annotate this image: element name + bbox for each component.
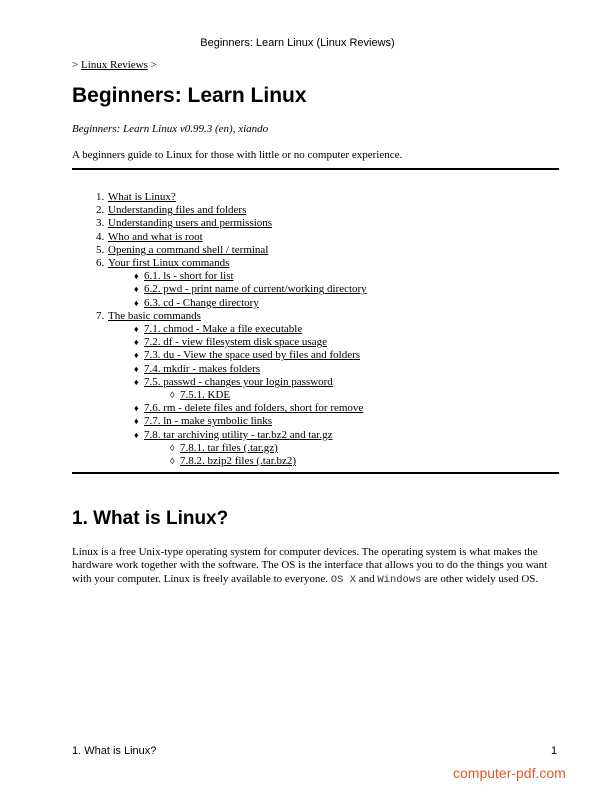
section-body	[72, 546, 562, 587]
body-text-part: are other widely used OS.	[421, 572, 539, 585]
toc-subsubitem: ◊ 7.5.1. KDE	[170, 389, 231, 402]
breadcrumb-prefix: >	[72, 59, 81, 71]
toc-item: 4. Who and what is root	[96, 230, 203, 243]
toc-subitem: ♦ 7.2. df - view filesystem disk space usage	[134, 336, 327, 349]
toc-link-users-permissions[interactable]: Understanding users and permissions	[108, 217, 273, 230]
running-header: Beginners: Learn Linux (Linux Reviews)	[200, 37, 395, 49]
toc-item: 5. Opening a command shell / terminal	[96, 243, 269, 256]
body-text-part: Linux is a free Unix-type operating system for computer devices. The operating system is what makes the hardware work together with the software. The OS is the interface that allows you to do the things you want with your computer. Linux is freely available to everyone.	[72, 546, 548, 585]
page-title: Beginners: Learn Linux	[72, 84, 307, 107]
toc-subitem: ♦ 6.3. cd - Change directory	[134, 296, 259, 309]
toc-subsubitem: ◊ 7.8.2. bzip2 files (.tar.bz2)	[170, 455, 297, 468]
intro-text: A beginners guide to Linux for those with little or no computer experience.	[72, 149, 403, 161]
toc-subitem: ♦ 7.8. tar archiving utility - tar.bz2 and tar.gz ◊ 7.8.1. tar files (.tar.gz) ◊ 7.8.2. bzip2 files (.tar.bz2)	[144, 429, 367, 469]
toc-link-what-is-linux[interactable]: What is Linux?	[108, 191, 176, 203]
breadcrumb	[72, 59, 157, 71]
toc-link-7-8[interactable]: 7.8. tar archiving utility - tar.bz2 and tar.gz	[144, 428, 333, 441]
toc-subitem: ♦ 7.4. mkdir - makes folders	[134, 362, 261, 375]
footer-section-name: 1. What is Linux?	[72, 745, 157, 757]
section-title: 1. What is Linux?	[72, 508, 229, 529]
divider-top	[72, 168, 559, 170]
toc-link-7-6[interactable]: 7.6. rm - delete files and folders, short for remove	[144, 402, 364, 415]
toc-link-6-1[interactable]: 6.1. ls - short for list	[144, 270, 234, 283]
toc-link-basic-commands[interactable]: The basic commands	[108, 309, 201, 322]
toc-link-7-1[interactable]: 7.1. chmod - Make a file executable	[144, 323, 303, 336]
breadcrumb-link-linux-reviews[interactable]: Linux Reviews	[80, 59, 148, 71]
toc-item: 7. The basic commands ♦ 7.1. chmod - Make a file executable ♦ 7.2. df - view filesystem disk space usage ♦ 7.3. du - View the space used by files and folders ♦ 7.4. mkdir - makes folders ♦ 7.5. passwd - changes your login password ◊ 7.5.1. KDE ♦ 7.6. rm - delete files and folders, short for remove ♦ 7.7. ln - make symbolic links ♦ 7.8. tar archiving utility - tar.bz2 and tar.gz ◊ 7.8.1. tar files (.tar.gz) ◊ 7.8.2. bzip2 files (.tar.bz2)	[108, 310, 367, 468]
toc-link-7-4[interactable]: 7.4. mkdir - makes folders	[144, 362, 261, 375]
code-windows: Windows	[377, 573, 422, 586]
table-of-contents	[96, 191, 367, 468]
toc-item: 3. Understanding users and permissions	[96, 217, 273, 230]
toc-link-7-7[interactable]: 7.7. ln - make symbolic links	[144, 415, 273, 428]
watermark: computer-pdf.com	[453, 765, 566, 781]
toc-subsubitem: ◊ 7.8.1. tar files (.tar.gz)	[170, 441, 278, 454]
toc-link-files-folders[interactable]: Understanding files and folders	[108, 204, 247, 217]
toc-subitem: ♦ 7.6. rm - delete files and folders, short for remove	[134, 402, 364, 415]
toc-subitem: ♦ 6.2. pwd - print name of current/working directory	[134, 283, 367, 296]
toc-item: 1. What is Linux?	[96, 191, 176, 203]
footer-page-number: 1	[551, 745, 558, 757]
toc-subitem: ♦ 7.5. passwd - changes your login password ◊ 7.5.1. KDE	[144, 376, 367, 402]
toc-link-7-8-1[interactable]: 7.8.1. tar files (.tar.gz)	[180, 441, 278, 454]
toc-subitem: ♦ 7.7. ln - make symbolic links	[134, 415, 273, 428]
toc-link-6-2[interactable]: 6.2. pwd - print name of current/working directory	[144, 283, 367, 296]
toc-subitem: ♦ 7.1. chmod - Make a file executable	[134, 323, 303, 336]
toc-link-7-3[interactable]: 7.3. du - View the space used by files and folders	[144, 349, 361, 362]
toc-link-7-2[interactable]: 7.2. df - view filesystem disk space usage	[144, 336, 327, 349]
toc-item: 6. Your first Linux commands ♦ 6.1. ls - short for list ♦ 6.2. pwd - print name of current/working directory ♦ 6.3. cd - Change directory	[96, 257, 367, 309]
body-text-part: and	[355, 572, 378, 585]
code-os-x: OS X	[330, 573, 356, 586]
toc-link-first-commands[interactable]: Your first Linux commands	[108, 257, 230, 270]
toc-link-7-5[interactable]: 7.5. passwd - changes your login password	[144, 375, 333, 388]
toc-link-7-5-1[interactable]: 7.5.1. KDE	[180, 389, 231, 402]
divider-bottom	[72, 472, 559, 474]
document-subtitle: Beginners: Learn Linux v0.99.3 (en), xiando	[72, 123, 269, 135]
toc-link-7-8-2[interactable]: 7.8.2. bzip2 files (.tar.bz2)	[180, 455, 297, 468]
breadcrumb-suffix: >	[147, 59, 157, 71]
toc-link-root[interactable]: Who and what is root	[108, 230, 203, 243]
toc-link-command-shell[interactable]: Opening a command shell / terminal	[108, 243, 269, 256]
toc-item: 2. Understanding files and folders	[96, 204, 247, 217]
toc-link-6-3[interactable]: 6.3. cd - Change directory	[144, 296, 259, 309]
toc-subitem: ♦ 7.3. du - View the space used by files and folders	[134, 349, 361, 362]
toc-subitem: ♦ 6.1. ls - short for list	[134, 270, 234, 283]
